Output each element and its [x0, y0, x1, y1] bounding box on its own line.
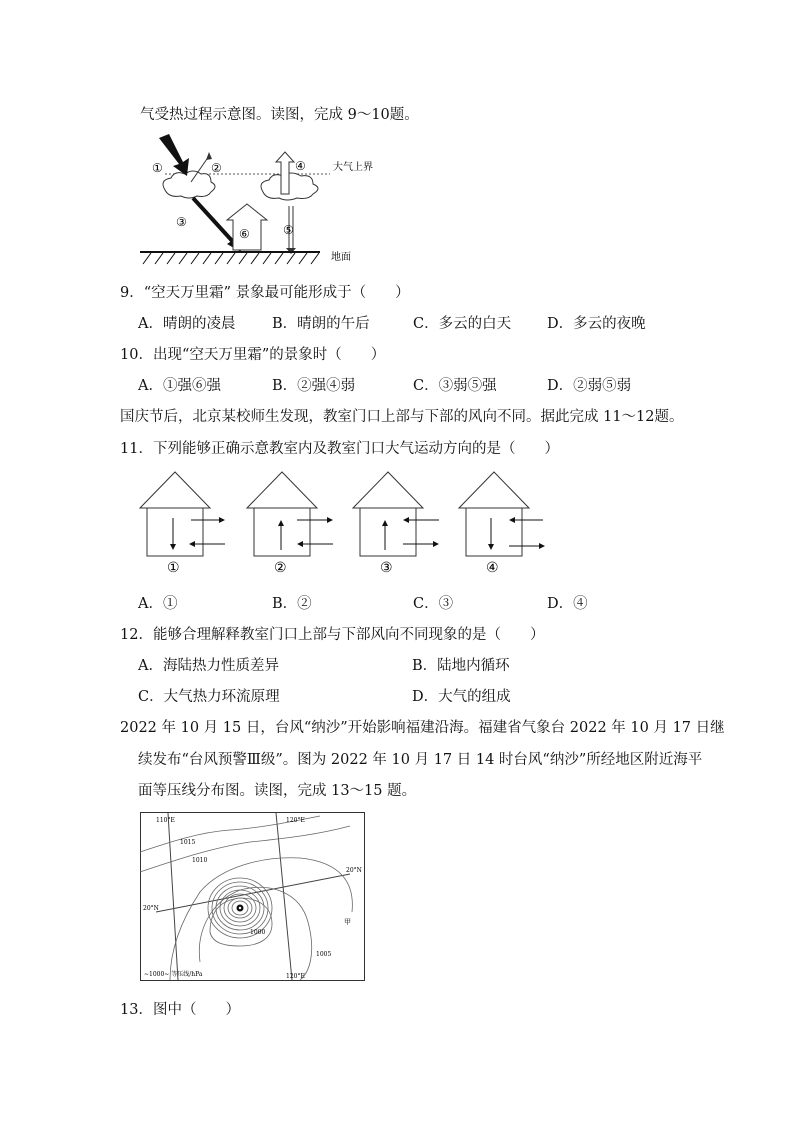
- isobar-label-1005: 1005: [316, 951, 332, 958]
- q11-stem: 11．下列能够正确示意教室内及教室门口大气运动方向的是（ ）: [120, 441, 559, 457]
- q9-stem: 9．“空天万里霜” 景象最可能形成于（ ）: [120, 285, 410, 301]
- house-3: [353, 472, 439, 556]
- q11-option-c[interactable]: C．③: [413, 596, 454, 612]
- q9-option-b[interactable]: B．晴朗的午后: [272, 316, 370, 332]
- q11-option-a[interactable]: A．①: [138, 596, 178, 612]
- atmosphere-heating-diagram: [135, 132, 395, 272]
- house-label-2: ②: [274, 560, 287, 576]
- q9-option-c[interactable]: C．多云的白天: [413, 316, 512, 332]
- lon-label-bottom: 120°E: [286, 973, 305, 980]
- arrow-1: [159, 134, 189, 176]
- q12-option-a[interactable]: A．海陆热力性质差异: [138, 658, 279, 674]
- q13-stem: 13．图中（ ）: [120, 1002, 240, 1018]
- arrow-3: [193, 198, 235, 244]
- cloud-left: [163, 171, 215, 198]
- intro3-line1: 2022 年 10 月 15 日，台风“纳沙”开始影响福建沿海。福建省气象台 2022 年 10 月 17 日继: [120, 720, 725, 736]
- q9-option-d[interactable]: D．多云的夜晚: [547, 316, 646, 332]
- q10-option-a[interactable]: A．①强⑥强: [138, 378, 221, 394]
- q10-option-c[interactable]: C．③弱⑤强: [413, 378, 497, 394]
- map-legend: ~1000~ 等压线/hPa: [144, 971, 203, 978]
- label-5: ⑤: [283, 223, 294, 237]
- label-4: ④: [295, 159, 306, 173]
- label-ground: 地面: [331, 252, 351, 263]
- q12-stem: 12．能够合理解释教室门口上部与下部风向不同现象的是（ ）: [120, 627, 545, 643]
- classroom-diagrams: [135, 468, 565, 578]
- house-1: [140, 472, 225, 556]
- q10-stem: 10．出现“空天万里霜”的景象时（ ）: [120, 347, 386, 363]
- isobar-label-1010: 1010: [192, 857, 208, 864]
- lon-label-top-right: 120°E: [286, 817, 305, 824]
- q10-option-b[interactable]: B．②强④弱: [272, 378, 356, 394]
- label-6: ⑥: [239, 227, 250, 241]
- intro-text: 气受热过程示意图。读图，完成 9～10题。: [140, 107, 419, 123]
- label-2: ②: [211, 161, 222, 175]
- house-label-3: ③: [380, 560, 393, 576]
- house-2: [247, 472, 333, 556]
- q11-option-d[interactable]: D．④: [547, 596, 588, 612]
- place-label: 甲: [344, 918, 351, 926]
- house-label-1: ①: [167, 560, 180, 576]
- q12-option-b[interactable]: B．陆地内循环: [412, 658, 510, 674]
- intro3-line3: 面等压线分布图。读图，完成 13～15 题。: [138, 783, 417, 799]
- intro2-text: 国庆节后，北京某校师生发现，教室门口上部与下部的风向不同。据此完成 11～12题。: [120, 409, 684, 425]
- isobar-label-1000: 1000: [250, 929, 266, 936]
- label-3: ③: [176, 215, 187, 229]
- house-4: [459, 472, 545, 556]
- intro3-line2: 续发布“台风预警Ⅲ级”。图为 2022 年 10 月 17 日 14 时台风“纳沙”所经地区附近海平: [138, 752, 703, 768]
- q9-option-a[interactable]: A．晴朗的凌晨: [138, 316, 236, 332]
- isobar-map: [140, 812, 366, 982]
- q11-option-b[interactable]: B．②: [272, 596, 312, 612]
- label-top-boundary: 大气上界: [333, 162, 373, 173]
- lat-label-right: 20°N: [346, 867, 362, 874]
- q12-option-c[interactable]: C．大气热力环流原理: [138, 689, 280, 705]
- lon-label-top-left: 110°E: [156, 817, 175, 824]
- house-label-4: ④: [486, 560, 499, 576]
- q12-option-d[interactable]: D．大气的组成: [412, 689, 511, 705]
- isobar-label-1015: 1015: [180, 839, 196, 846]
- lat-label-left: 20°N: [143, 905, 159, 912]
- label-1: ①: [152, 161, 163, 175]
- q10-option-d[interactable]: D．②弱⑤弱: [547, 378, 632, 394]
